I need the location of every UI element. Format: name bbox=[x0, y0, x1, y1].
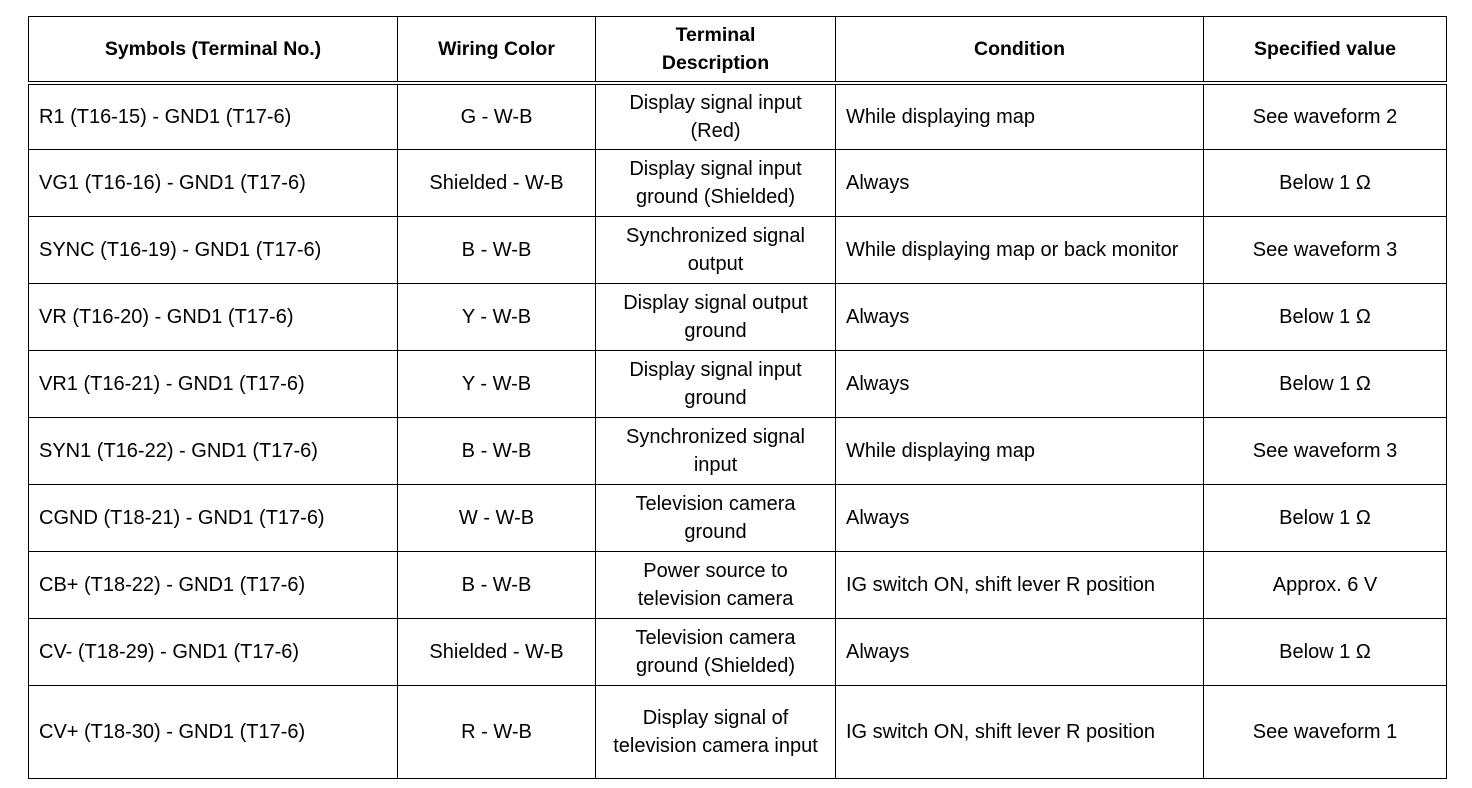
terminal-description-cell: Display signal input (Red) bbox=[596, 83, 836, 150]
header-specified-value: Specified value bbox=[1204, 17, 1447, 83]
specified-value-cell: Below 1 Ω bbox=[1204, 284, 1447, 351]
table-row bbox=[29, 418, 1447, 485]
terminal-description-cell: Synchronized signal input bbox=[596, 418, 836, 485]
wiring-color-cell: Y - W-B bbox=[398, 284, 596, 351]
specified-value-cell: See waveform 1 bbox=[1204, 686, 1447, 779]
condition-cell: Always bbox=[836, 150, 1204, 217]
specified-value-cell: Below 1 Ω bbox=[1204, 351, 1447, 418]
table-row bbox=[29, 485, 1447, 552]
symbol-cell: CGND (T18-21) - GND1 (T17-6) bbox=[29, 485, 398, 552]
terminal-description-cell: Display signal output ground bbox=[596, 284, 836, 351]
specified-value-cell: Below 1 Ω bbox=[1204, 485, 1447, 552]
table-row bbox=[29, 619, 1447, 686]
table-row bbox=[29, 686, 1447, 779]
wiring-color-cell: Y - W-B bbox=[398, 351, 596, 418]
symbol-cell: SYNC (T16-19) - GND1 (T17-6) bbox=[29, 217, 398, 284]
terminal-description-cell: Display signal input ground bbox=[596, 351, 836, 418]
symbol-cell: R1 (T16-15) - GND1 (T17-6) bbox=[29, 83, 398, 150]
condition-cell: While displaying map bbox=[836, 83, 1204, 150]
table-row bbox=[29, 217, 1447, 284]
symbol-cell: CV+ (T18-30) - GND1 (T17-6) bbox=[29, 686, 398, 779]
terminal-description-cell: Television camera ground (Shielded) bbox=[596, 619, 836, 686]
table-row bbox=[29, 83, 1447, 150]
wiring-color-cell: B - W-B bbox=[398, 217, 596, 284]
specified-value-cell: See waveform 3 bbox=[1204, 217, 1447, 284]
header-symbols: Symbols (Terminal No.) bbox=[29, 17, 398, 83]
condition-cell: IG switch ON, shift lever R position bbox=[836, 552, 1204, 619]
condition-cell: Always bbox=[836, 485, 1204, 552]
condition-cell: Always bbox=[836, 284, 1204, 351]
terminal-description-cell: Display signal of television camera input bbox=[596, 686, 836, 779]
symbol-cell: VG1 (T16-16) - GND1 (T17-6) bbox=[29, 150, 398, 217]
wiring-color-cell: B - W-B bbox=[398, 418, 596, 485]
symbol-cell: CV- (T18-29) - GND1 (T17-6) bbox=[29, 619, 398, 686]
header-condition: Condition bbox=[836, 17, 1204, 83]
wiring-color-cell: W - W-B bbox=[398, 485, 596, 552]
wiring-color-cell: B - W-B bbox=[398, 552, 596, 619]
table-header-row bbox=[29, 17, 1447, 83]
wiring-color-cell: R - W-B bbox=[398, 686, 596, 779]
symbol-cell: VR1 (T16-21) - GND1 (T17-6) bbox=[29, 351, 398, 418]
table-row bbox=[29, 284, 1447, 351]
terminal-description-cell: Synchronized signal output bbox=[596, 217, 836, 284]
specified-value-cell: Below 1 Ω bbox=[1204, 619, 1447, 686]
wiring-color-cell: Shielded - W-B bbox=[398, 150, 596, 217]
wiring-color-cell: Shielded - W-B bbox=[398, 619, 596, 686]
terminal-description-cell: Television camera ground bbox=[596, 485, 836, 552]
condition-cell: Always bbox=[836, 351, 1204, 418]
wiring-color-cell: G - W-B bbox=[398, 83, 596, 150]
symbol-cell: CB+ (T18-22) - GND1 (T17-6) bbox=[29, 552, 398, 619]
terminal-spec-table bbox=[28, 16, 1447, 779]
specified-value-cell: See waveform 2 bbox=[1204, 83, 1447, 150]
specified-value-cell: Below 1 Ω bbox=[1204, 150, 1447, 217]
specified-value-cell: Approx. 6 V bbox=[1204, 552, 1447, 619]
header-terminal-description: Terminal Description bbox=[596, 17, 836, 83]
symbol-cell: VR (T16-20) - GND1 (T17-6) bbox=[29, 284, 398, 351]
condition-cell: IG switch ON, shift lever R position bbox=[836, 686, 1204, 779]
condition-cell: While displaying map or back monitor bbox=[836, 217, 1204, 284]
specified-value-cell: See waveform 3 bbox=[1204, 418, 1447, 485]
header-wiring-color: Wiring Color bbox=[398, 17, 596, 83]
condition-cell: While displaying map bbox=[836, 418, 1204, 485]
symbol-cell: SYN1 (T16-22) - GND1 (T17-6) bbox=[29, 418, 398, 485]
terminal-description-cell: Power source to television camera bbox=[596, 552, 836, 619]
terminal-description-cell: Display signal input ground (Shielded) bbox=[596, 150, 836, 217]
table-row bbox=[29, 150, 1447, 217]
table-row bbox=[29, 351, 1447, 418]
table-row bbox=[29, 552, 1447, 619]
condition-cell: Always bbox=[836, 619, 1204, 686]
